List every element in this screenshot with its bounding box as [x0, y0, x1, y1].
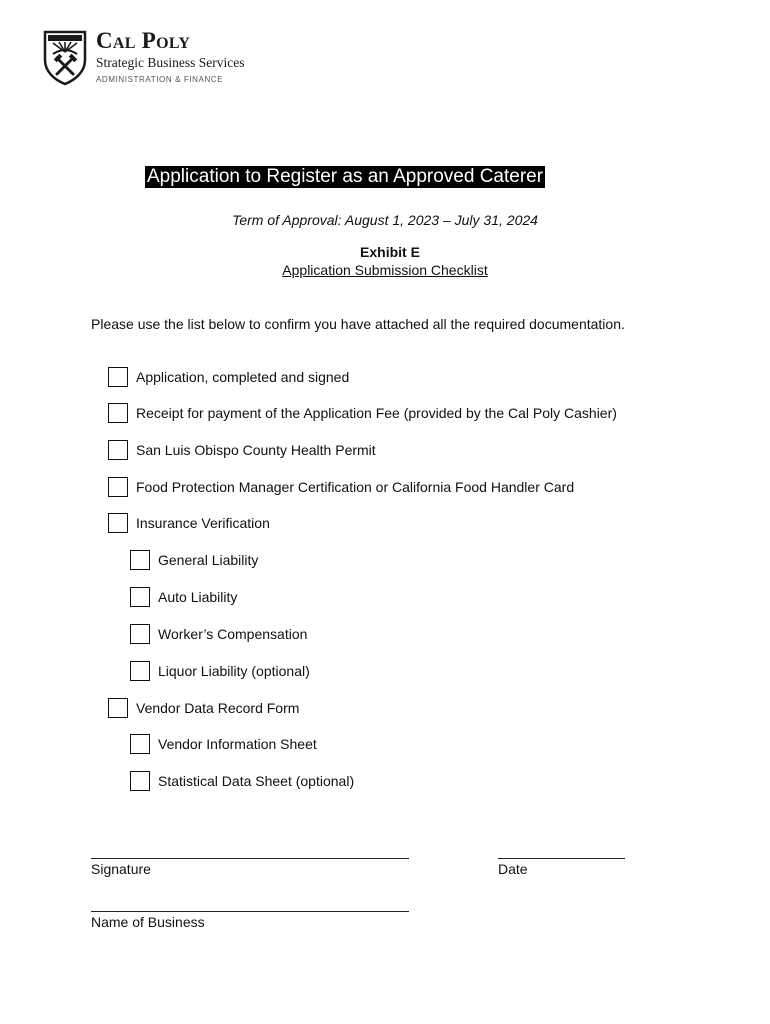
checklist-item-label: Liquor Liability (optional) [158, 663, 310, 679]
instructions-text: Please use the list below to confirm you have attached all the required documentation. [91, 316, 625, 332]
checklist-item-label: Food Protection Manager Certification or California Food Handler Card [136, 479, 575, 495]
document-title: Application to Register as an Approved Caterer [147, 166, 544, 187]
cal-poly-logo [43, 28, 283, 90]
checkbox[interactable] [130, 771, 150, 791]
checkbox[interactable] [130, 661, 150, 681]
checkbox[interactable] [108, 440, 128, 460]
business-name-line[interactable] [91, 911, 409, 912]
checkbox[interactable] [130, 624, 150, 644]
exhibit-heading: Exhibit E [360, 244, 420, 260]
checkbox[interactable] [108, 403, 128, 423]
checklist-item-label: Statistical Data Sheet (optional) [158, 773, 355, 789]
checklist-item-label: Insurance Verification [136, 515, 270, 531]
checklist-item-label: Worker’s Compensation [158, 626, 308, 642]
checklist-item-label: Auto Liability [158, 589, 238, 605]
signature-label: Signature [91, 861, 151, 877]
checkbox[interactable] [108, 367, 128, 387]
checkbox[interactable] [130, 734, 150, 754]
date-line[interactable] [498, 858, 625, 859]
checklist-item-label: San Luis Obispo County Health Permit [136, 442, 376, 458]
checklist-item-label: Receipt for payment of the Application Fee (provided by the Cal Poly Cashier) [136, 405, 617, 421]
logo-wordmark: Cal Poly [96, 28, 191, 53]
checklist-item-label: Vendor Data Record Form [136, 700, 300, 716]
checklist-item-label: General Liability [158, 552, 259, 568]
department-name: Strategic Business Services [96, 55, 245, 70]
date-label: Date [498, 861, 528, 877]
checkbox[interactable] [108, 477, 128, 497]
business-name-label: Name of Business [91, 914, 205, 930]
checklist-item-label: Vendor Information Sheet [158, 736, 317, 752]
checkbox[interactable] [108, 513, 128, 533]
term-of-approval: Term of Approval: August 1, 2023 – July 31, 2024 [232, 212, 538, 228]
checklist-item-label: Application, completed and signed [136, 369, 350, 385]
cal-poly-shield-icon [43, 30, 87, 86]
division-name: ADMINISTRATION & FINANCE [96, 75, 224, 84]
checklist-subtitle: Application Submission Checklist [282, 262, 488, 278]
checkbox[interactable] [108, 698, 128, 718]
checkbox[interactable] [130, 587, 150, 607]
signature-line[interactable] [91, 858, 409, 859]
checkbox[interactable] [130, 550, 150, 570]
